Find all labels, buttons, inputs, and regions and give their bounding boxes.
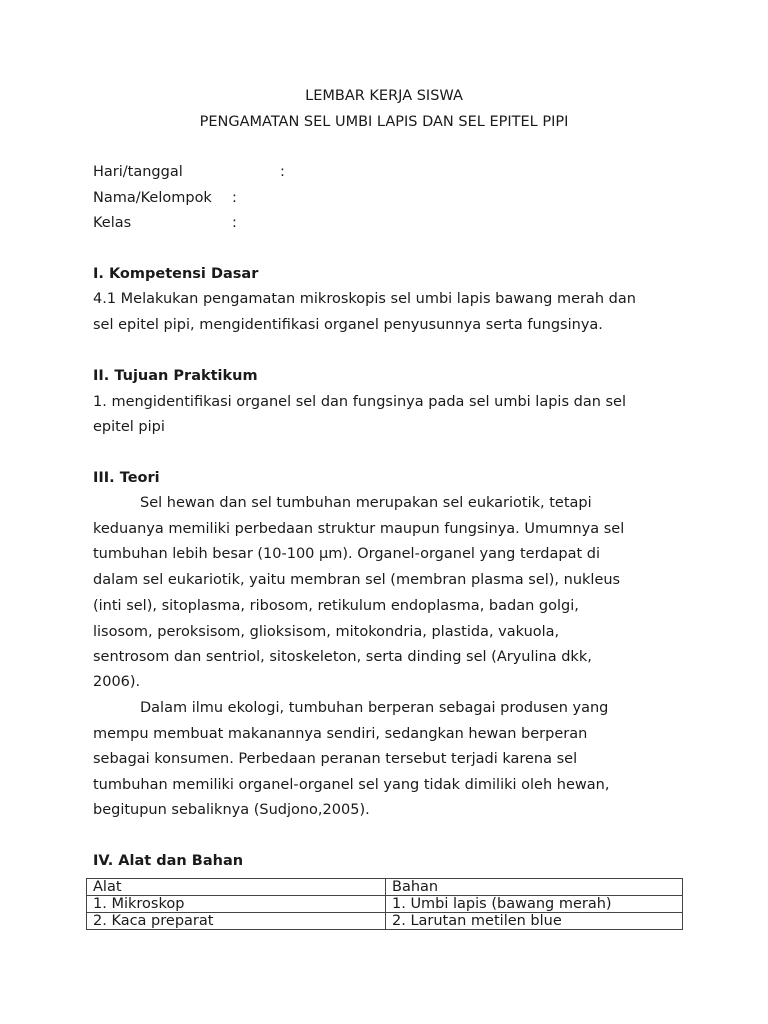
teori-line: lisosom, peroksisom, glioksisom, mitokondria, plastida, vakuola, [93,624,560,640]
kompetensi-line: 4.1 Melakukan pengamatan mikroskopis sel umbi lapis bawang merah dan [93,291,636,307]
teori-line: mempu membuat makanannya sendiri, sedangkan hewan berperan [93,726,588,742]
teori-line: tumbuhan memiliki organel-organel sel yang tidak dimiliki oleh hewan, [93,777,610,793]
field-colon-hari-tanggal: : [280,164,285,180]
section-heading-teori: III. Teori [93,470,160,486]
field-label-nama-kelompok: Nama/Kelompok [93,190,212,206]
teori-line: (inti sel), sitoplasma, ribosom, retikulum endoplasma, badan golgi, [93,598,579,614]
alat-bahan-table [86,878,683,930]
teori-line: dalam sel eukariotik, yaitu membran sel (membran plasma sel), nukleus [93,572,621,588]
tujuan-line: epitel pipi [93,419,165,435]
table-cell-alat: 1. Mikroskop [87,896,386,913]
table-cell-bahan: 1. Umbi lapis (bawang merah) [386,896,683,913]
section-heading-alat: IV. Alat dan Bahan [93,853,244,869]
teori-line: begitupun sebaliknya (Sudjono,2005). [93,802,370,818]
document-title: LEMBAR KERJA SISWA [305,88,463,104]
section-heading-tujuan: II. Tujuan Praktikum [93,368,258,384]
table-header-alat: Alat [87,879,386,896]
table-cell-bahan: 2. Larutan metilen blue [386,913,683,930]
document-subtitle: PENGAMATAN SEL UMBI LAPIS DAN SEL EPITEL PIPI [199,114,569,130]
teori-line: tumbuhan lebih besar (10-100 µm). Organel-organel yang terdapat di [93,546,600,562]
section-heading-kompetensi: I. Kompetensi Dasar [93,266,259,282]
field-label-kelas: Kelas [93,215,132,231]
teori-line: sebagai konsumen. Perbedaan peranan tersebut terjadi karena sel [93,751,578,767]
table-header-row [87,879,683,896]
teori-line: sentrosom dan sentriol, sitoskeleton, serta dinding sel (Aryulina dkk, [93,649,592,665]
field-colon-nama-kelompok: : [232,190,237,206]
tujuan-line: 1. mengidentifikasi organel sel dan fungsinya pada sel umbi lapis dan sel [93,394,627,410]
table-cell-alat: 2. Kaca preparat [87,913,386,930]
teori-line: Dalam ilmu ekologi, tumbuhan berperan sebagai produsen yang [140,700,609,716]
table-row [87,896,683,913]
field-label-hari-tanggal: Hari/tanggal [93,164,183,180]
kompetensi-line: sel epitel pipi, mengidentifikasi organel penyusunnya serta fungsinya. [93,317,603,333]
table-header-bahan: Bahan [386,879,683,896]
table-row [87,913,683,930]
teori-line: 2006). [93,674,141,690]
teori-line: keduanya memiliki perbedaan struktur maupun fungsinya. Umumnya sel [93,521,625,537]
teori-line: Sel hewan dan sel tumbuhan merupakan sel eukariotik, tetapi [140,495,592,511]
field-colon-kelas: : [232,215,237,231]
